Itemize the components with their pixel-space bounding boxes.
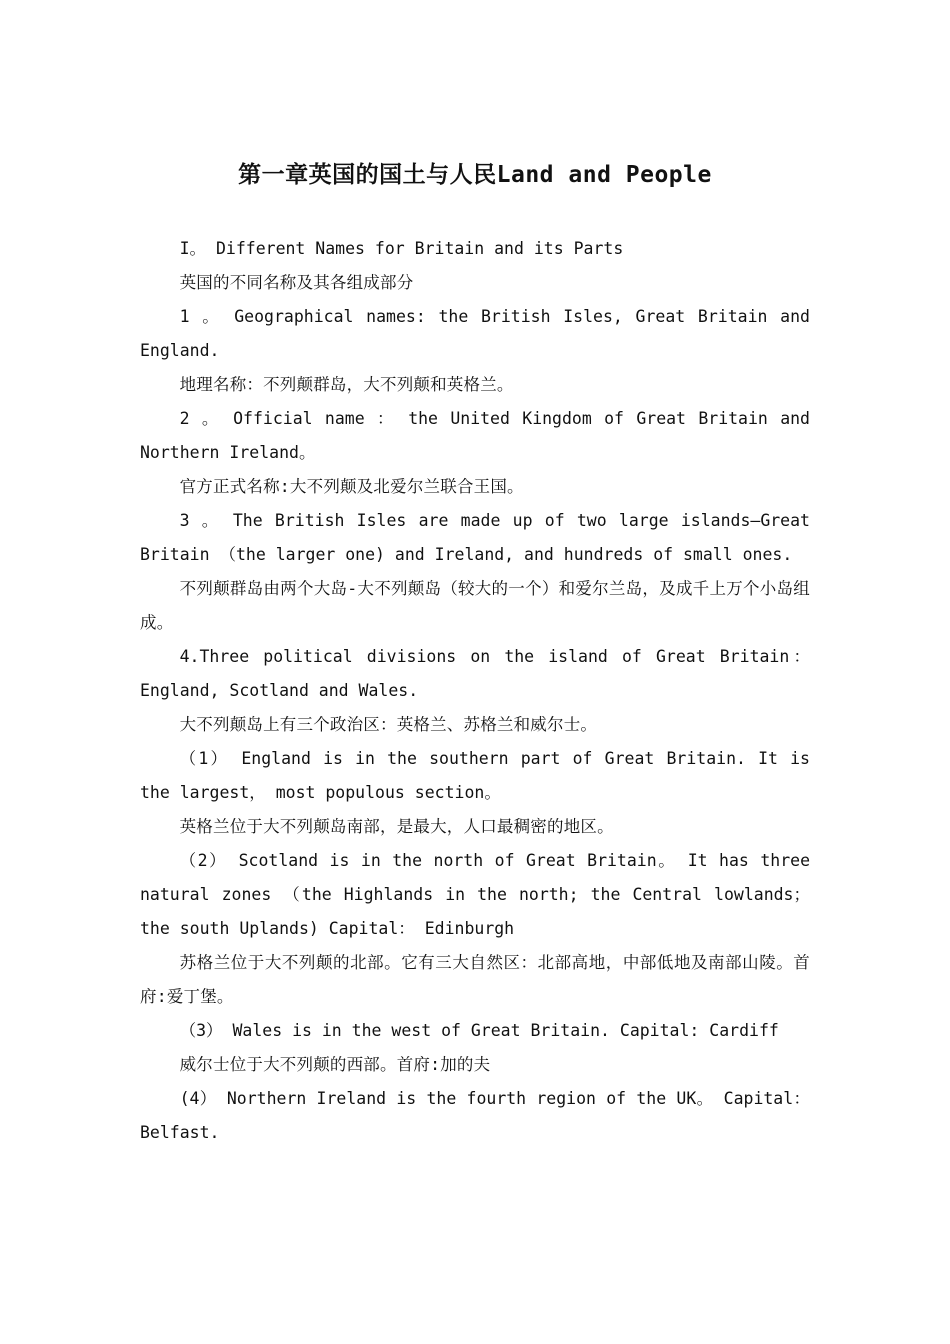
paragraph: 不列颠群岛由两个大岛-大不列颠岛（较大的一个）和爱尔兰岛，及成千上万个小岛组成。 bbox=[140, 579, 810, 632]
paragraph: 4.Three political divisions on the island of Great Britain：England, Scotland and Wales. bbox=[140, 647, 810, 700]
paragraph: 大不列颠岛上有三个政治区：英格兰、苏格兰和威尔士。 bbox=[179, 715, 598, 734]
paragraph: （3） Wales is in the west of Great Britain. Capital: Cardiff bbox=[179, 1021, 779, 1040]
paragraph: 威尔士位于大不列颠的西部。首府:加的夫 bbox=[179, 1055, 491, 1074]
document-body bbox=[140, 232, 810, 1150]
paragraph: 1 。 Geographical names: the British Isles, Great Britain and England. bbox=[140, 307, 810, 360]
page-title: 第一章英国的国土与人民Land and People bbox=[238, 162, 712, 188]
paragraph: （2） Scotland is in the north of Great Britain。 It has three natural zones （the Highlands in the north; the Central lowlands； the south Uplands) Capital： Edinburgh bbox=[140, 851, 810, 938]
paragraph: （1） England is in the southern part of Great Britain. It is the largest， most populous section。 bbox=[140, 749, 810, 802]
paragraph: 2 。 Official name ： the United Kingdom of Great Britain and Northern Ireland。 bbox=[140, 409, 810, 462]
paragraph: 官方正式名称:大不列颠及北爱尔兰联合王国。 bbox=[179, 477, 524, 496]
paragraph: 3 。 The British Isles are made up of two large islands—Great Britain （the larger one) and Ireland, and hundreds of small ones. bbox=[140, 511, 810, 564]
paragraph: 苏格兰位于大不列颠的北部。它有三大自然区：北部高地，中部低地及南部山陵。首府:爱丁堡。 bbox=[140, 953, 810, 1006]
paragraph: (4） Northern Ireland is the fourth region of the UK。 Capital：Belfast. bbox=[140, 1089, 810, 1142]
paragraph: 英国的不同名称及其各组成部分 bbox=[179, 273, 414, 292]
paragraph: 地理名称：不列颠群岛，大不列颠和英格兰。 bbox=[179, 375, 514, 394]
paragraph: 英格兰位于大不列颠岛南部，是最大，人口最稠密的地区。 bbox=[179, 817, 614, 836]
section-heading: I。 Different Names for Britain and its Parts bbox=[179, 239, 624, 258]
